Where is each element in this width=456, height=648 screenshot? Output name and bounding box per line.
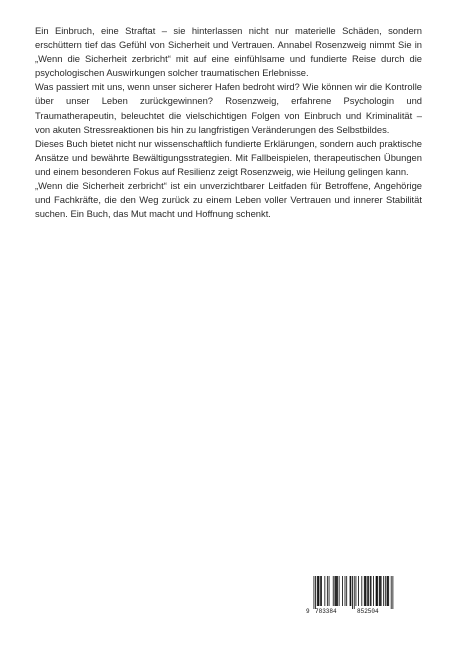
barcode-bar: [333, 576, 334, 606]
barcode-bars: [306, 575, 398, 609]
barcode-bar: [336, 576, 337, 606]
barcode-bar: [377, 576, 378, 606]
barcode-bar: [346, 576, 347, 606]
blurb-paragraph-2: Was passiert mit uns, wenn unser sicherer Hafen bedroht wird? Wie können wir die Kontrolle über unser Leben zurückgewinnen? Rosenzweig, erfahrene Psychologin und Traumatherapeutin, beleuchtet die vielschichtigen Folgen von Einbruch und Kriminalität – von akuten Stressreaktionen bis hin zu langfristigen Veränderungen des Selbstbildes.: [35, 81, 422, 135]
barcode-bar: [387, 576, 388, 606]
barcode-bar: [392, 576, 393, 609]
barcode-bar: [381, 576, 382, 606]
barcode-right-digits: 852504: [357, 608, 379, 615]
barcode-bar: [345, 576, 346, 606]
barcode-bar: [317, 576, 318, 606]
barcode-bar: [391, 576, 392, 609]
barcode-bar: [342, 576, 343, 606]
barcode-first-digit: 9: [306, 608, 310, 615]
barcode-bar: [335, 576, 336, 606]
barcode-bar: [368, 576, 369, 606]
barcode-bar: [335, 576, 336, 606]
barcode-bar: [327, 576, 328, 606]
barcode-bar: [315, 576, 316, 609]
barcode-bar: [376, 576, 377, 606]
blurb-paragraph-1: Ein Einbruch, eine Straftat – sie hinterlassen nicht nur materielle Schäden, sondern erschüttern tief das Gefühl von Sicherheit und Vertrauen. Annabel Rosenzweig nimmt Sie in „Wenn die Sicherheit zerbricht“ mit auf eine einfühlsame und fundierte Reise durch die psychologischen Auswirkungen solcher traumatischen Erlebnisse.: [35, 25, 422, 79]
barcode-bar: [366, 576, 367, 606]
barcode-bar: [367, 576, 368, 606]
barcode-bar: [383, 576, 384, 606]
barcode-bar: [337, 576, 338, 606]
isbn-barcode: [306, 575, 398, 617]
barcode-bar: [377, 576, 378, 606]
blurb-paragraph-3: Dieses Buch bietet nicht nur wissenschaftlich fundierte Erklärungen, sondern auch praktische Ansätze und bewährte Bewältigungsstrategien. Mit Fallbeispielen, therapeutischen Übungen und einem besonderen Fokus auf Resilienz zeigt Rosenzweig, wie Heilung gelingen kann.: [35, 137, 422, 177]
back-cover-blurb: [35, 24, 422, 221]
barcode-bar: [371, 576, 372, 606]
barcode-bar: [350, 576, 351, 606]
blurb-paragraph-4: „Wenn die Sicherheit zerbricht“ ist ein unverzichtbarer Leitfaden für Betroffene, Angehörige und Fachkräfte, die den Weg zurück zu einem Leben voller Vertrauen und innerer Stabilität suchen. Ein Buch, das Mut macht und Hoffnung schenkt.: [35, 180, 422, 220]
barcode-bar: [318, 576, 319, 606]
barcode-bar: [364, 576, 365, 606]
barcode-bar: [379, 576, 380, 606]
barcode-bar: [320, 576, 321, 606]
barcode-bar: [358, 576, 359, 606]
barcode-bar: [361, 576, 362, 606]
barcode-bar: [339, 576, 340, 606]
barcode-bar: [365, 576, 366, 606]
barcode-bar: [387, 576, 388, 606]
barcode-bar: [324, 576, 325, 606]
barcode-bar: [380, 576, 381, 606]
barcode-bar: [373, 576, 374, 606]
barcode-bar: [321, 576, 322, 606]
barcode-number: [306, 607, 398, 616]
barcode-bar: [352, 576, 353, 609]
barcode-bar: [329, 576, 330, 606]
barcode-bar: [356, 576, 357, 606]
barcode-bar: [388, 576, 389, 606]
barcode-bar: [319, 576, 320, 606]
barcode-bar: [354, 576, 355, 609]
barcode-bar: [370, 576, 371, 606]
barcode-left-digits: 783384: [315, 608, 337, 615]
barcode-bar: [385, 576, 386, 606]
barcode-bar: [314, 576, 315, 609]
barcode-bar: [350, 576, 351, 606]
